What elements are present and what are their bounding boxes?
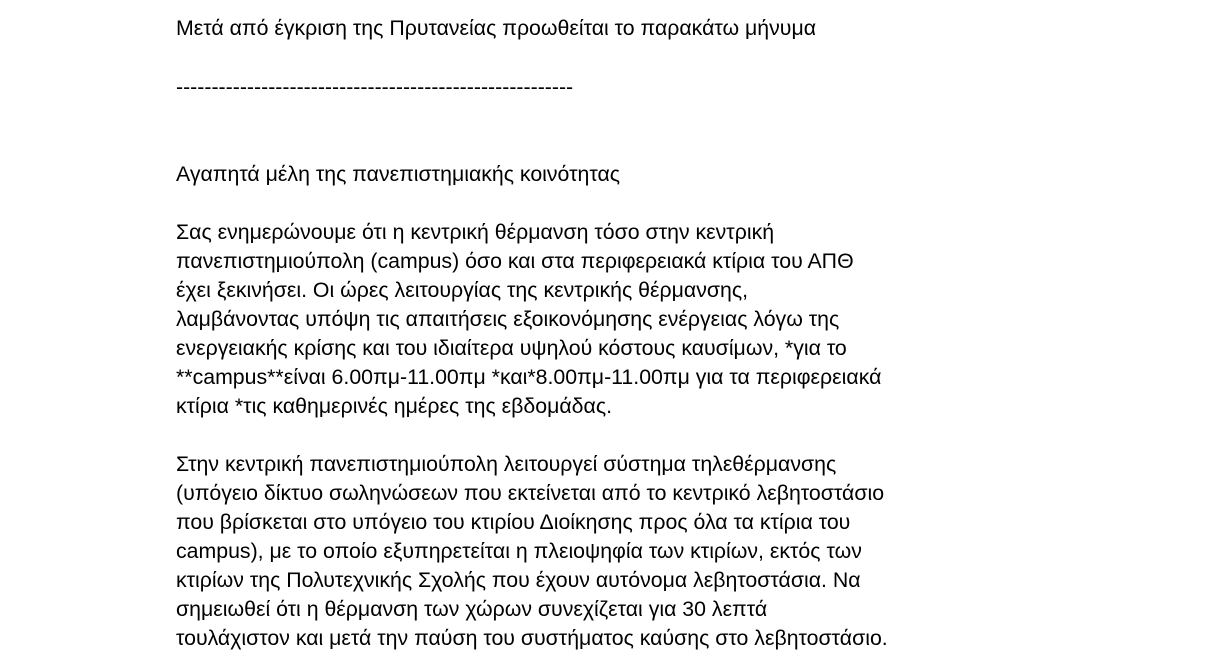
text-line: κτίρια *τις καθημερινές ημέρες της εβδομάδας. (176, 394, 613, 418)
text-line: Σας ενημερώνουμε ότι η κεντρική θέρμανση τόσο στην κεντρική (176, 220, 775, 244)
text-line: κτιρίων της Πολυτεχνικής Σχολής που έχουν αυτόνομα λεβητοστάσια. Να (176, 568, 861, 592)
forward-notice: Μετά από έγκριση της Πρυτανείας προωθείται το παρακάτω μήνυμα (176, 16, 817, 40)
text-line: campus), με το οποίο εξυπηρετείται η πλειοψηφία των κτιρίων, εκτός των (176, 539, 862, 563)
email-message-body (176, 14, 1186, 653)
text-line: (υπόγειο δίκτυο σωληνώσεων που εκτείνεται από το κεντρικό λεβητοστάσιο (176, 481, 885, 505)
text-line: τουλάχιστον και μετά την παύση του συστήματος καύσης στο λεβητοστάσιο. (176, 626, 888, 650)
text-line: πανεπιστημιούπολη (campus) όσο και στα περιφερειακά κτίρια του ΑΠΘ (176, 249, 854, 273)
greeting: Αγαπητά μέλη της πανεπιστημιακής κοινότητας (176, 162, 621, 186)
text-line: ενεργειακής κρίσης και του ιδιαίτερα υψηλού κόστους καυσίμων, *για το (176, 336, 847, 360)
text-line: σημειωθεί ότι η θέρμανση των χώρων συνεχίζεται για 30 λεπτά (176, 597, 768, 621)
text-line: Στην κεντρική πανεπιστημιούπολη λειτουργεί σύστημα τηλεθέρμανσης (176, 452, 837, 476)
text-line: λαμβάνοντας υπόψη τις απαιτήσεις εξοικονόμησης ενέργειας λόγω της (176, 307, 840, 331)
text-line: που βρίσκεται στο υπόγειο του κτιρίου Διοίκησης προς όλα τα κτίρια του (176, 510, 851, 534)
separator-line: -------------------------------------------------------- (176, 75, 574, 99)
paragraph-district-heating (176, 450, 1186, 653)
text-line: **campus**είναι 6.00πμ-11.00πμ *και*8.00πμ-11.00πμ για τα περιφερειακά (176, 365, 882, 389)
text-line: έχει ξεκινήσει. Οι ώρες λειτουργίας της κεντρικής θέρμανσης, (176, 278, 749, 302)
paragraph-heating-hours (176, 218, 1186, 421)
